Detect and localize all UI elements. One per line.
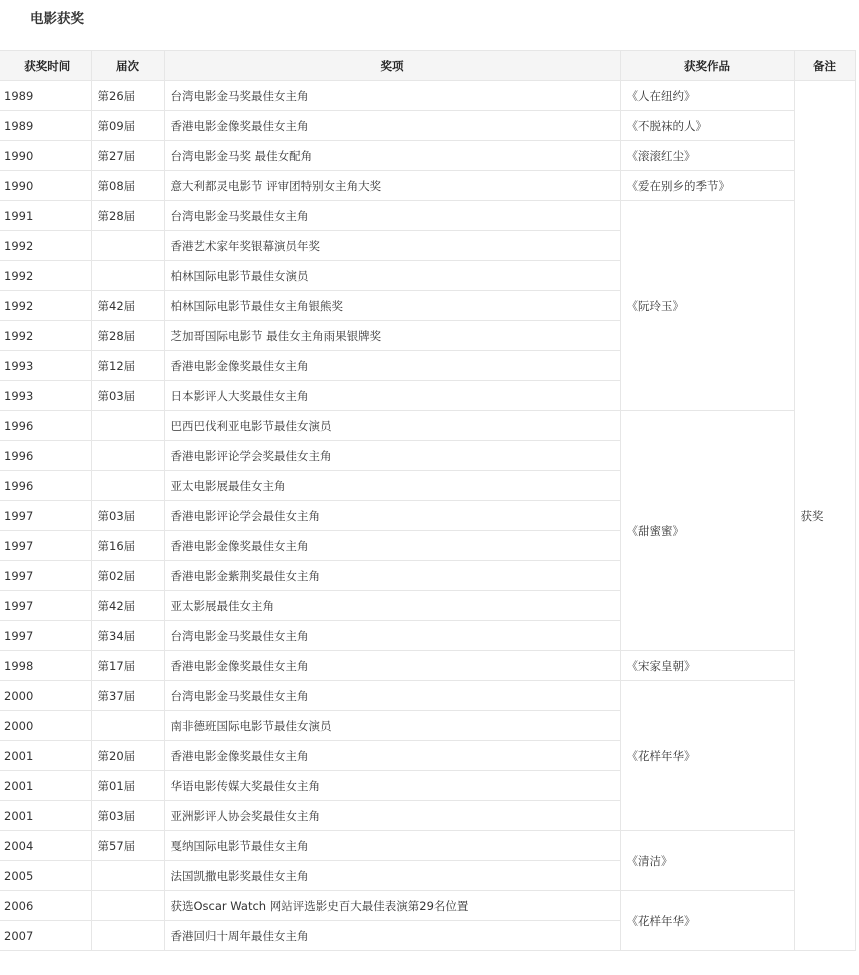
award-year: 1990 xyxy=(0,171,91,201)
award-name: 柏林国际电影节最佳女主角银熊奖 xyxy=(164,291,620,321)
table-row xyxy=(0,891,855,921)
award-name: 台湾电影金马奖最佳女主角 xyxy=(164,621,620,651)
award-name: 柏林国际电影节最佳女演员 xyxy=(164,261,620,291)
table-row xyxy=(0,81,855,111)
award-name: 台湾电影金马奖最佳女主角 xyxy=(164,681,620,711)
award-year: 1997 xyxy=(0,501,91,531)
table-row xyxy=(0,111,855,141)
award-year: 2000 xyxy=(0,681,91,711)
award-year: 1996 xyxy=(0,471,91,501)
award-session xyxy=(91,711,164,741)
award-name: 南非德班国际电影节最佳女演员 xyxy=(164,711,620,741)
award-year: 1990 xyxy=(0,141,91,171)
section-title: 电影获奖 xyxy=(30,11,84,27)
work-link[interactable]: 《甜蜜蜜》 xyxy=(620,411,794,651)
work-link[interactable]: 《人在纽约》 xyxy=(620,81,794,111)
award-session xyxy=(91,471,164,501)
award-session: 第16届 xyxy=(91,531,164,561)
award-session xyxy=(91,441,164,471)
award-name: 香港电影金像奖最佳女主角 xyxy=(164,351,620,381)
award-name: 香港电影金像奖最佳女主角 xyxy=(164,741,620,771)
award-name: 香港电影金紫荆奖最佳女主角 xyxy=(164,561,620,591)
award-session: 第57届 xyxy=(91,831,164,861)
award-year: 1993 xyxy=(0,381,91,411)
award-session: 第42届 xyxy=(91,291,164,321)
award-session: 第34届 xyxy=(91,621,164,651)
award-note: 获奖 xyxy=(794,81,855,951)
header-award: 奖项 xyxy=(164,51,620,81)
award-name: 台湾电影金马奖最佳女主角 xyxy=(164,201,620,231)
award-name: 获选Oscar Watch 网站评选影史百大最佳表演第29名位置 xyxy=(164,891,620,921)
award-year: 1989 xyxy=(0,81,91,111)
header-year: 获奖时间 xyxy=(0,51,91,81)
award-name: 华语电影传媒大奖最佳女主角 xyxy=(164,771,620,801)
award-session: 第42届 xyxy=(91,591,164,621)
award-year: 1992 xyxy=(0,231,91,261)
work-link[interactable]: 《宋家皇朝》 xyxy=(620,651,794,681)
award-name: 亚洲影评人协会奖最佳女主角 xyxy=(164,801,620,831)
awards-table xyxy=(0,50,856,951)
award-year: 2000 xyxy=(0,711,91,741)
award-name: 法国凯撒电影奖最佳女主角 xyxy=(164,861,620,891)
award-year: 1997 xyxy=(0,531,91,561)
award-session: 第27届 xyxy=(91,141,164,171)
awards-table-body xyxy=(0,81,855,951)
table-row xyxy=(0,171,855,201)
award-session xyxy=(91,261,164,291)
award-name: 香港电影评论学会奖最佳女主角 xyxy=(164,441,620,471)
award-session: 第20届 xyxy=(91,741,164,771)
award-year: 2006 xyxy=(0,891,91,921)
award-year: 1997 xyxy=(0,621,91,651)
award-name: 香港电影金像奖最佳女主角 xyxy=(164,531,620,561)
award-name: 巴西巴伐利亚电影节最佳女演员 xyxy=(164,411,620,441)
award-session: 第37届 xyxy=(91,681,164,711)
award-year: 1992 xyxy=(0,321,91,351)
award-year: 2005 xyxy=(0,861,91,891)
award-year: 1989 xyxy=(0,111,91,141)
table-row xyxy=(0,201,855,231)
award-session: 第08届 xyxy=(91,171,164,201)
award-year: 2001 xyxy=(0,771,91,801)
award-year: 1993 xyxy=(0,351,91,381)
work-link[interactable]: 《花样年华》 xyxy=(620,891,794,951)
award-name: 戛纳国际电影节最佳女主角 xyxy=(164,831,620,861)
award-year: 2007 xyxy=(0,921,91,951)
award-session xyxy=(91,861,164,891)
award-name: 香港回归十周年最佳女主角 xyxy=(164,921,620,951)
award-session: 第26届 xyxy=(91,81,164,111)
award-name: 台湾电影金马奖 最佳女配角 xyxy=(164,141,620,171)
table-row xyxy=(0,681,855,711)
award-name: 亚太影展最佳女主角 xyxy=(164,591,620,621)
work-link[interactable]: 《滚滚红尘》 xyxy=(620,141,794,171)
award-name: 香港艺术家年奖银幕演员年奖 xyxy=(164,231,620,261)
award-session: 第01届 xyxy=(91,771,164,801)
table-header-row xyxy=(0,51,855,81)
work-link[interactable]: 《清洁》 xyxy=(620,831,794,891)
award-name: 香港电影评论学会最佳女主角 xyxy=(164,501,620,531)
header-note: 备注 xyxy=(794,51,855,81)
award-name: 香港电影金像奖最佳女主角 xyxy=(164,111,620,141)
award-name: 芝加哥国际电影节 最佳女主角雨果银牌奖 xyxy=(164,321,620,351)
award-session: 第03届 xyxy=(91,381,164,411)
work-link[interactable]: 《爱在别乡的季节》 xyxy=(620,171,794,201)
award-session: 第02届 xyxy=(91,561,164,591)
table-row xyxy=(0,411,855,441)
award-year: 2001 xyxy=(0,741,91,771)
award-year: 1992 xyxy=(0,291,91,321)
award-session: 第12届 xyxy=(91,351,164,381)
header-session: 届次 xyxy=(91,51,164,81)
award-year: 1997 xyxy=(0,561,91,591)
award-name: 台湾电影金马奖最佳女主角 xyxy=(164,81,620,111)
header-work: 获奖作品 xyxy=(620,51,794,81)
award-session xyxy=(91,231,164,261)
award-session: 第28届 xyxy=(91,201,164,231)
award-year: 1991 xyxy=(0,201,91,231)
award-session: 第03届 xyxy=(91,501,164,531)
award-session xyxy=(91,921,164,951)
award-year: 1992 xyxy=(0,261,91,291)
award-year: 1998 xyxy=(0,651,91,681)
table-row xyxy=(0,141,855,171)
work-link[interactable]: 《花样年华》 xyxy=(620,681,794,831)
work-link[interactable]: 《阮玲玉》 xyxy=(620,201,794,411)
award-year: 1996 xyxy=(0,441,91,471)
award-session: 第03届 xyxy=(91,801,164,831)
award-session xyxy=(91,411,164,441)
award-session: 第09届 xyxy=(91,111,164,141)
award-name: 亚太电影展最佳女主角 xyxy=(164,471,620,501)
table-row xyxy=(0,651,855,681)
award-name: 香港电影金像奖最佳女主角 xyxy=(164,651,620,681)
award-session xyxy=(91,891,164,921)
award-session: 第28届 xyxy=(91,321,164,351)
award-name: 意大利都灵电影节 评审团特别女主角大奖 xyxy=(164,171,620,201)
work-title: 《不脱袜的人》 xyxy=(620,111,794,141)
award-session: 第17届 xyxy=(91,651,164,681)
award-year: 2004 xyxy=(0,831,91,861)
award-year: 1996 xyxy=(0,411,91,441)
award-year: 1997 xyxy=(0,591,91,621)
award-year: 2001 xyxy=(0,801,91,831)
table-row xyxy=(0,831,855,861)
award-name: 日本影评人大奖最佳女主角 xyxy=(164,381,620,411)
